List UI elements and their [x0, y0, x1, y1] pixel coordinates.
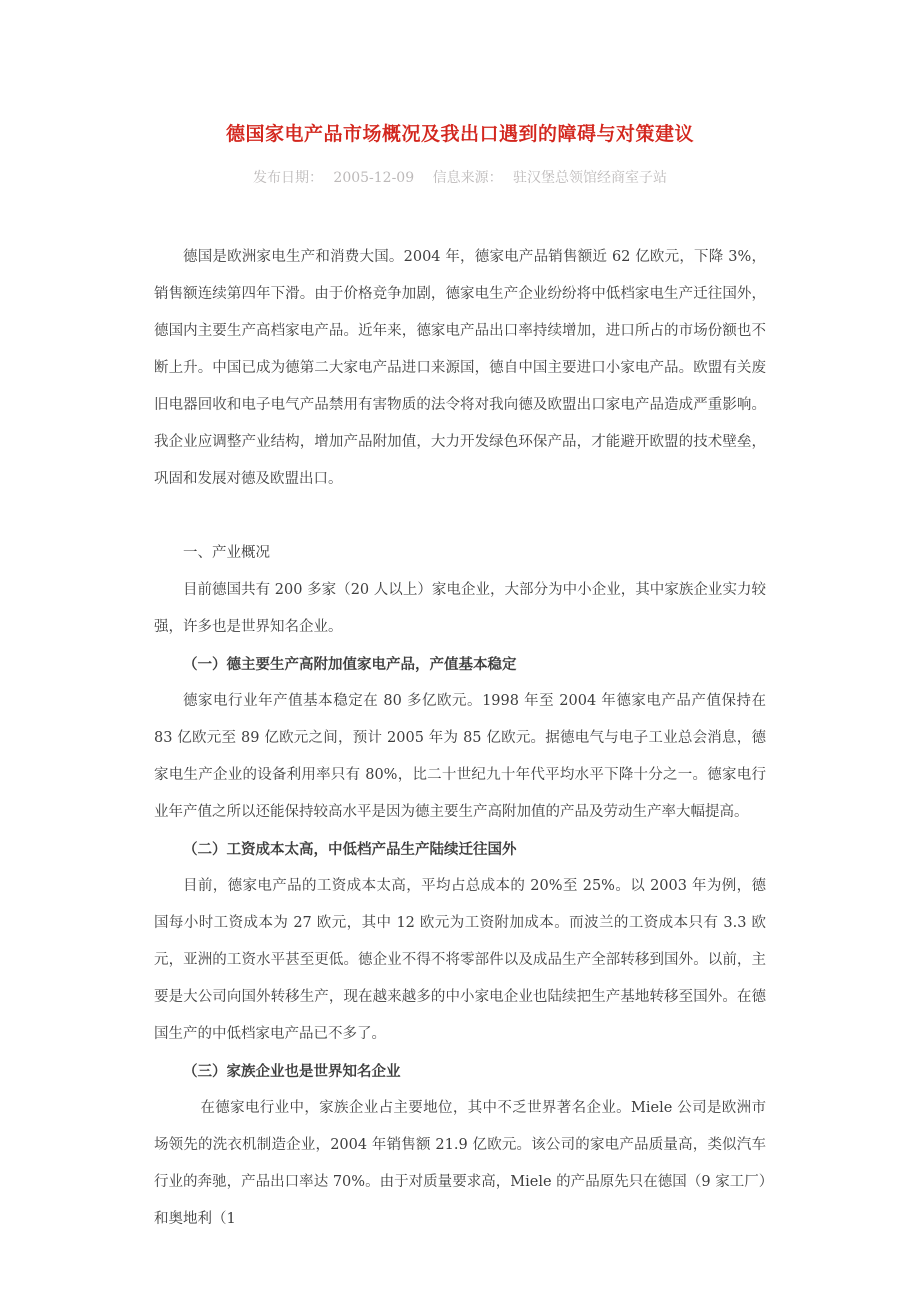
paragraph: 目前德国共有 200 多家（20 人以上）家电企业，大部分为中小企业，其中家族企业实力较强，许多也是世界知名企业。: [154, 582, 766, 635]
paragraph: 德国是欧洲家电生产和消费大国。2004 年，德家电产品销售额近 62 亿欧元，下降 3%，销售额连续第四年下滑。由于价格竞争加剧，德家电生产企业纷纷将中低档家电生产迁往国外，德国内主要生产高档家电产品。近年来，德家电产品出口率持续增加，进口所占的市场份额也不断上升。中国已成为德第二大家电产品进口来源国，德自中国主要进口小家电产品。欧盟有关废旧电器回收和电子电气产品禁用有害物质的法令将对我向德及欧盟出口家电产品造成严重影响。我企业应调整产业结构，增加产品附加值，大力开发绿色环保产品，才能避开欧盟的技术壁垒，巩固和发展对德及欧盟出口。: [154, 249, 766, 487]
publish-date-label: 发布日期：: [252, 170, 323, 186]
paragraph: 德家电行业年产值基本稳定在 80 多亿欧元。1998 年至 2004 年德家电产品产值保持在 83 亿欧元至 89 亿欧元之间，预计 2005 年为 85 亿欧元。据德电气与电子工业总会消息，德家电生产企业的设备利用率只有 80%，比二十世纪九十年代平均水平下降十分之一。德家电行业年产值之所以还能保持较高水平是因为德主要生产高附加值的产品及劳动生产率大幅提高。: [154, 693, 766, 820]
publish-date: 2005-12-09: [333, 170, 415, 186]
document-title: 德国家电产品市场概况及我出口遇到的障碍与对策建议: [225, 123, 694, 145]
source-name: 驻汉堡总领馆经商室子站: [513, 170, 668, 186]
document-meta: [0, 166, 920, 190]
paragraph: 目前，德家电产品的工资成本太高，平均占总成本的 20%至 25%。以 2003 年为例，德国每小时工资成本为 27 欧元，其中 12 欧元为工资附加成本。而波兰的工资成本只有 3.3 欧元，亚洲的工资水平甚至更低。德企业不得不将零部件以及成品生产全部转移到国外。以前，主要是大公司向国外转移生产，现在越来越多的中小家电企业也陆续把生产基地转移至国外。在德国生产的中低档家电产品已不多了。: [154, 878, 766, 1042]
subsection-heading: （二）工资成本太高，中低档产品生产陆续迁往国外: [183, 841, 517, 858]
source-label: 信息来源：: [432, 170, 503, 186]
section-heading: 一、产业概况: [183, 545, 270, 561]
subsection-heading: （三）家族企业也是世界知名企业: [183, 1063, 401, 1080]
paragraph: 在德家电行业中，家族企业占主要地位，其中不乏世界著名企业。Miele 公司是欧洲市场领先的洗衣机制造企业，2004 年销售额 21.9 亿欧元。该公司的家电产品质量高，类似汽车行业的奔驰，产品出口率达 70%。由于对质量要求高，Miele 的产品原先只在德国（9 家工厂）和奥地利（1: [154, 1100, 766, 1227]
subsection-heading: （一）德主要生产高附加值家电产品，产值基本稳定: [183, 656, 517, 673]
document-body: [154, 239, 766, 1238]
